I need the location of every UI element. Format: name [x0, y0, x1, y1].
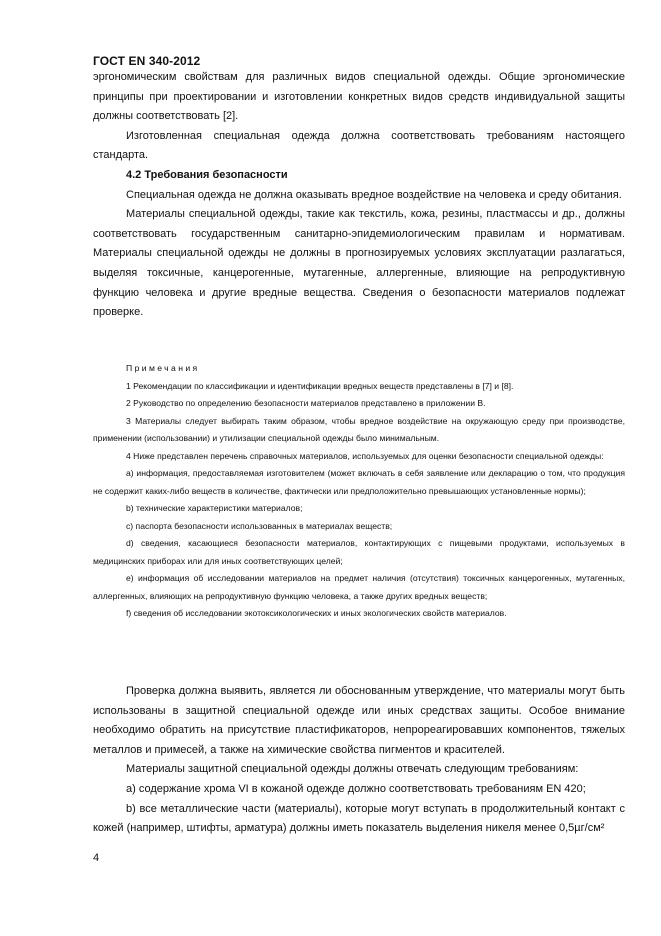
paragraph-2: Изготовленная специальная одежда должна соответствовать требованиям настоящего стандарта. [93, 129, 625, 162]
main-text [93, 68, 625, 323]
notes-block [93, 360, 625, 623]
note-3: 3 Материалы следует выбирать таким образом, чтобы вредное воздействие на окружающую среду при производстве, применении (использовании) и утилизации специальной одежды было минимальным. [93, 415, 625, 443]
note-2: 2 Руководство по определению безопасности материалов представлено в приложении В. [126, 398, 486, 408]
main-text-continued [93, 682, 625, 839]
note-4: 4 Ниже представлен перечень справочных материалов, используемых для оценки безопасности специальной одежды: [126, 450, 604, 461]
paragraph-4: Материалы специальной одежды, такие как текстиль, кожа, резины, пластмассы и др., должны соответствовать государственным санитарно-эпидемиологическим правилам и нормативам. Материалы специальной одежды не должны в прогнозируемых условиях эксплуатации разлагаться, выделяя токсичные, канцерогенные, мутагенные, аллергенные, влияющие на репродуктивную функцию человека и другие вредные вещества. Сведения о безопасности материалов подлежат проверке. [93, 208, 625, 319]
note-item-b: b) технические характеристики материалов; [126, 503, 303, 513]
paragraph-5: Проверка должна выявить, является ли обоснованным утверждение, что материалы могут быть использованы в защитной специальной одежде или иных средствах защиты. Особое внимание необходимо обратить на присутствие пластификаторов, непрореагировавших компонентов, тяжелых металлов и примесей, а также на химические свойства пигментов и красителей. [93, 685, 625, 756]
paragraph-3: Специальная одежда не должна оказывать вредное воздействие на человека и среду обитания. [126, 188, 622, 201]
notes-title: Примечания [126, 363, 200, 373]
note-item-f: f) сведения об исследовании экотоксикологических и иных экологических свойств материалов. [126, 608, 507, 618]
note-item-c: c) паспорта безопасности использованных в материалах веществ; [126, 520, 393, 531]
document-header: ГОСТ EN 340-2012 [93, 54, 201, 68]
paragraph-6: Материалы защитной специальной одежды должны отвечать следующим требованиям: [126, 763, 579, 776]
note-1: 1 Рекомендации по классификации и идентификации вредных веществ представлены в [7] и [8]. [126, 380, 514, 391]
note-item-a: а) информация, предоставляемая изготовителем (может включать в себя заявление или декларацию о том, что продукция не содержит каких-либо веществ в количестве, фактически или предположительно превышающих установленные нормы); [93, 468, 625, 496]
paragraph-7: а) содержание хрома VI в кожаной одежде должно соответствовать требованиям EN 420; [126, 782, 586, 795]
paragraph-8: b) все металлические части (материалы), которые могут вступать в продолжительный контакт с кожей (например, штифты, арматура) должны иметь показатель выделения никеля менее 0,5µг/см² [93, 802, 625, 835]
section-title: 4.2 Требования безопасности [126, 168, 288, 181]
page-number: 4 [93, 852, 100, 864]
paragraph-1: эргономическим свойствам для различных видов специальной одежды. Общие эргономические принципы при проектировании и изготовлении конкретных видов средств индивидуальной защиты должны соответствовать [2]. [93, 71, 625, 123]
note-item-d: d) сведения, касающиеся безопасности материалов, контактирующих с пищевыми продуктами, используемых в медицинских приборах или для иных соответствующих целей; [93, 538, 625, 566]
note-item-e: e) информация об исследовании материалов на предмет наличия (отсутствия) токсичных канцерогенных, мутагенных, аллергенных, влияющих на репродуктивную функцию человека, а также других вредных веществ; [93, 573, 625, 601]
